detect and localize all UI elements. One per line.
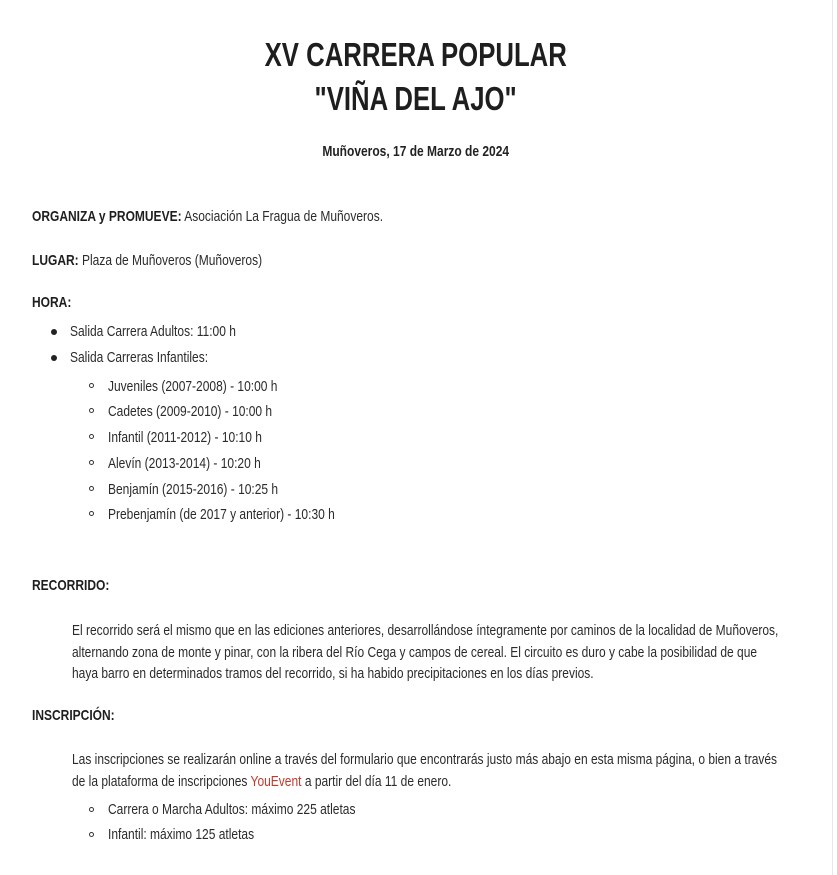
recorrido-paragraph: El recorrido será el mismo que en las ediciones anteriores, desarrollándose íntegramente por caminos de la localidad de Muñoveros, alternando zona de monte y pinar, con la ribera del Río Cega y campos de cereal. El circuito es duro y cabe la posibilidad de que haya barro en determinados tramos del recorrido, si ha habido precipitaciones en los días previos. (72, 622, 779, 682)
list-item: Benjamín (2015-2016) - 10:25 h (108, 481, 279, 498)
page-title-line1: XV CARRERA POPULAR (264, 36, 568, 73)
organiza-row (32, 207, 471, 227)
list-item: Salida Carrera Adultos: 11:00 h (70, 323, 236, 340)
list-item: Cadetes (2009-2010) - 10:00 h (108, 403, 273, 420)
event-date-location: Muñoveros, 17 de Marzo de 2024 (322, 143, 510, 160)
list-item: Salida Carreras Infantiles: (70, 349, 209, 366)
bullet-circle-icon (89, 434, 94, 439)
lugar-row (32, 251, 320, 271)
bullet-circle-icon (89, 832, 94, 837)
list-item: Juveniles (2007-2008) - 10:00 h (108, 378, 278, 395)
list-item: Carrera o Marcha Adultos: máximo 225 atletas (108, 801, 356, 818)
bullet-circle-icon (89, 408, 94, 413)
page-title-line2: "VIÑA DEL AJO" (314, 80, 518, 117)
bullet-circle-icon (89, 486, 94, 491)
lugar-value: Plaza de Muñoveros (Muñoveros) (78, 252, 263, 269)
page-edge-divider (832, 0, 833, 875)
lugar-label: LUGAR: (32, 252, 79, 269)
list-item: Prebenjamín (de 2017 y anterior) - 10:30 h (108, 506, 335, 523)
bullet-circle-icon (89, 511, 94, 516)
bullet-circle-icon (89, 807, 94, 812)
youevent-link[interactable]: YouEvent (250, 772, 302, 790)
list-item: Alevín (2013-2014) - 10:20 h (108, 455, 261, 472)
organiza-value: Asociación La Fragua de Muñoveros. (181, 208, 384, 225)
recorrido-heading: RECORRIDO: (32, 577, 110, 594)
list-item: Infantil (2011-2012) - 10:10 h (108, 429, 262, 446)
hora-heading: HORA: (32, 294, 72, 311)
inscripcion-paragraph: Las inscripciones se realizarán online a través del formulario que encontrarás justo más abajo en esta misma página, o bien a través de la plataforma de inscripciones YouEvent a partir del día 11 de enero. (72, 751, 778, 790)
bullet-disc-icon (51, 329, 57, 335)
bullet-disc-icon (51, 355, 57, 361)
list-item: Infantil: máximo 125 atletas (108, 826, 255, 843)
inscripcion-heading: INSCRIPCIÓN: (32, 707, 115, 724)
bullet-circle-icon (89, 383, 94, 388)
organiza-label: ORGANIZA y PROMUEVE: (32, 208, 182, 225)
bullet-circle-icon (89, 460, 94, 465)
